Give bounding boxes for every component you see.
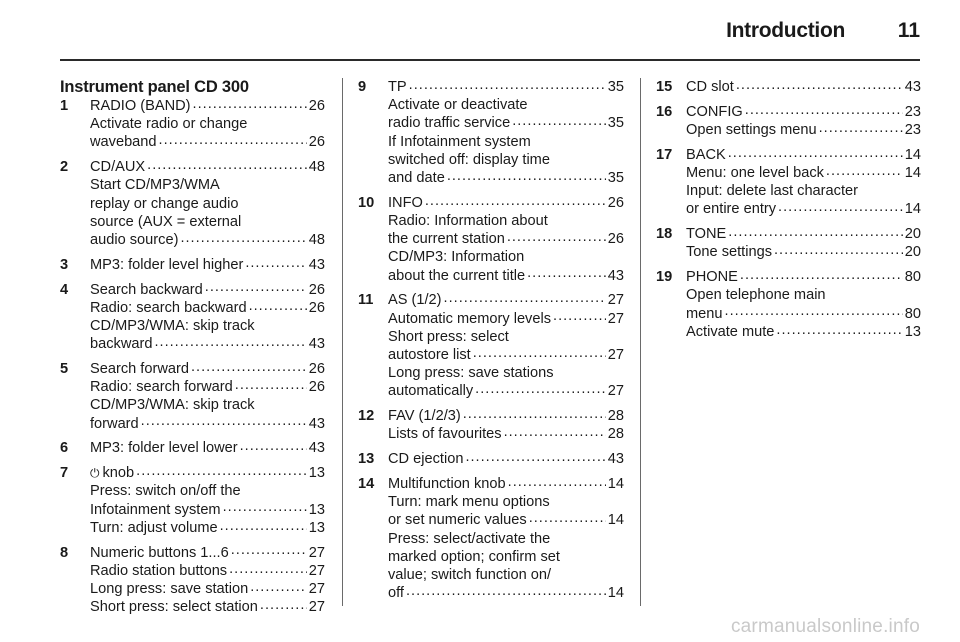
page-reference: 13: [904, 323, 921, 340]
column-divider: [640, 78, 641, 606]
leader-dots: [465, 451, 605, 463]
entry-text: Start CD/MP3/WMA: [90, 177, 220, 194]
entry-line: [90, 213, 325, 231]
entry-text: or set numeric values: [388, 512, 527, 529]
entry-text: menu: [686, 305, 723, 322]
entry-text: about the current title: [388, 267, 526, 284]
entry-text: Press: switch on/off the: [90, 483, 241, 500]
entry-text: Long press: save station: [90, 581, 249, 598]
entry-text: Radio: search forward: [90, 379, 233, 396]
entry-text: CD/MP3/WMA: skip track: [90, 397, 255, 414]
entry-text: Short press: select station: [90, 599, 258, 616]
entry-line: [388, 96, 624, 114]
index-entry: [60, 439, 325, 457]
entry-line: [388, 230, 624, 248]
leader-dots: [235, 379, 307, 391]
entry-text: or entire entry: [686, 201, 777, 218]
page-reference: 20: [904, 244, 921, 261]
entry-number: 15: [656, 79, 673, 95]
entry-line: [388, 151, 624, 169]
entry-line: [686, 225, 921, 243]
entry-line: [388, 328, 624, 346]
entry-text: Tone settings: [686, 244, 772, 261]
entry-number: 14: [358, 476, 375, 493]
entry-text: Activate mute: [686, 323, 775, 340]
leader-dots: [527, 268, 606, 280]
page-reference: 26: [308, 281, 325, 298]
column-2: [358, 78, 624, 609]
entry-line: [388, 310, 624, 328]
leader-dots: [229, 563, 307, 575]
index-entry: [656, 78, 921, 96]
entry-text: switched off: display time: [388, 151, 550, 168]
leader-dots: [141, 416, 307, 428]
entry-text: MP3: folder level higher: [90, 256, 244, 273]
entry-line: [90, 97, 325, 115]
entry-line: [90, 317, 325, 335]
page-reference: 14: [904, 146, 921, 163]
entry-text: INFO: [388, 194, 423, 211]
entry-text: BACK: [686, 146, 726, 163]
entry-text: Radio: search backward: [90, 299, 247, 316]
leader-dots: [447, 170, 606, 182]
entry-number: 13: [358, 451, 375, 468]
leader-dots: [473, 347, 606, 359]
entry-label: knob: [102, 465, 135, 482]
page-reference: 80: [904, 305, 921, 322]
page-reference: 35: [607, 115, 624, 132]
entry-line: [90, 133, 325, 151]
entry-number: 17: [656, 146, 673, 163]
page-reference: 13: [308, 501, 325, 518]
leader-dots: [776, 324, 902, 336]
page-reference: 14: [607, 512, 624, 529]
entry-line: [90, 501, 325, 519]
page-reference: 35: [607, 79, 624, 95]
page-reference: 27: [308, 562, 325, 579]
page-reference: 27: [607, 383, 624, 400]
page-reference: 26: [308, 98, 325, 114]
entry-number: 11: [358, 292, 374, 309]
page-reference: 43: [607, 451, 624, 468]
entry-line: [90, 598, 325, 616]
index-entry: [60, 360, 325, 433]
entry-number: 2: [60, 159, 69, 176]
page-reference: 48: [308, 159, 325, 176]
entry-line: [90, 580, 325, 598]
index-entry: [358, 291, 624, 400]
section-title: Instrument panel CD 300: [60, 78, 249, 96]
leader-dots: [159, 134, 307, 146]
leader-dots: [245, 257, 306, 269]
page-reference: 43: [308, 440, 325, 457]
entry-line: [388, 407, 624, 425]
entry-text: and date: [388, 170, 445, 187]
entry-text: If Infotainment system: [388, 133, 531, 150]
entry-number: 12: [358, 408, 375, 425]
page-reference: 43: [308, 336, 325, 353]
entry-number: 1: [60, 98, 69, 114]
leader-dots: [553, 311, 606, 323]
page-reference: 13: [308, 519, 325, 536]
index-entry: [656, 225, 921, 261]
entry-line: [686, 200, 921, 218]
entry-line: [686, 146, 921, 164]
index-entry: [60, 281, 325, 354]
entry-line: [388, 114, 624, 132]
page-reference: 28: [607, 426, 624, 443]
entry-text: [90, 464, 134, 482]
entry-line: [90, 176, 325, 194]
entry-text: RADIO (BAND): [90, 98, 191, 114]
index-entry: [60, 544, 325, 617]
leader-dots: [725, 306, 903, 318]
page-reference: 26: [308, 361, 325, 378]
entry-text: Activate or deactivate: [388, 97, 528, 114]
leader-dots: [223, 502, 307, 514]
entry-line: [90, 256, 325, 274]
entry-text: Infotainment system: [90, 501, 221, 518]
entry-line: [686, 286, 921, 304]
entry-text: Lists of favourites: [388, 426, 502, 443]
entry-text: Turn: mark menu options: [388, 494, 550, 511]
leader-dots: [220, 520, 307, 532]
entry-number: 16: [656, 103, 673, 120]
index-entry: [60, 158, 325, 249]
entry-text: TP: [388, 79, 407, 95]
entry-line: [388, 133, 624, 151]
entry-text: Search backward: [90, 281, 203, 298]
entry-text: Activate radio or change: [90, 116, 248, 133]
leader-dots: [249, 300, 307, 312]
entry-line: [90, 281, 325, 299]
column-3: [656, 78, 921, 348]
index-entry: [358, 78, 624, 187]
page-reference: 26: [308, 379, 325, 396]
entry-text: the current station: [388, 231, 505, 248]
entry-line: [90, 378, 325, 396]
page-reference: 43: [308, 256, 325, 273]
entry-line: [90, 360, 325, 378]
entry-text: Automatic memory levels: [388, 310, 552, 327]
leader-dots: [147, 159, 307, 171]
page-reference: 13: [308, 465, 325, 482]
index-entry: [358, 407, 624, 443]
leader-dots: [728, 226, 902, 238]
entry-text: CONFIG: [686, 103, 743, 120]
entry-text: CD/MP3: Information: [388, 249, 525, 266]
page-reference: 28: [607, 408, 624, 425]
page-reference: 14: [607, 585, 624, 602]
entry-line: [686, 164, 921, 182]
page-reference: 27: [607, 310, 624, 327]
page-reference: 14: [904, 201, 921, 218]
entry-text: Short press: select: [388, 328, 509, 345]
watermark[interactable]: carmanualsonline.info: [730, 616, 920, 637]
entry-line: [90, 562, 325, 580]
entry-text: Turn: adjust volume: [90, 519, 218, 536]
entry-line: [388, 212, 624, 230]
entry-text: off: [388, 585, 404, 602]
leader-dots: [136, 465, 307, 477]
entry-line: [388, 548, 624, 566]
leader-dots: [406, 585, 606, 597]
leader-dots: [463, 408, 606, 420]
leader-dots: [444, 292, 606, 304]
entry-text: Search forward: [90, 361, 189, 378]
entry-line: [388, 346, 624, 364]
entry-text: source (AUX = external: [90, 213, 242, 230]
entry-line: [686, 243, 921, 261]
entry-line: [686, 323, 921, 341]
entry-line: [686, 268, 921, 286]
entry-line: [90, 482, 325, 500]
entry-text: MP3: folder level lower: [90, 440, 238, 457]
entry-text: Multifunction knob: [388, 476, 506, 493]
page-reference: 27: [607, 292, 624, 309]
leader-dots: [740, 269, 903, 281]
leader-dots: [826, 165, 903, 177]
column-divider: [342, 78, 343, 606]
page-reference: 26: [607, 194, 624, 211]
page-reference: 48: [308, 232, 325, 249]
page-reference: 43: [607, 267, 624, 284]
entry-number: 3: [60, 256, 69, 273]
leader-dots: [507, 231, 606, 243]
index-entry: [60, 97, 325, 152]
entry-text: value; switch function on/: [388, 567, 552, 584]
page-reference: 27: [308, 544, 325, 561]
page-reference: 35: [607, 170, 624, 187]
entry-line: [90, 544, 325, 562]
index-entry: [656, 146, 921, 219]
entry-number: 4: [60, 281, 69, 298]
entry-line: [90, 195, 325, 213]
leader-dots: [231, 545, 307, 557]
entry-line: [90, 115, 325, 133]
entry-line: [90, 439, 325, 457]
entry-number: 10: [358, 194, 375, 211]
index-entry: [358, 450, 624, 468]
entry-text: CD slot: [686, 79, 734, 95]
entry-line: [388, 364, 624, 382]
leader-dots: [425, 195, 606, 207]
entry-text: AS (1/2): [388, 292, 442, 309]
index-entry: [60, 464, 325, 537]
leader-dots: [205, 282, 307, 294]
entry-number: 18: [656, 226, 673, 243]
entry-line: [388, 248, 624, 266]
page-reference: 27: [607, 347, 624, 364]
leader-dots: [154, 336, 306, 348]
entry-text: autostore list: [388, 347, 471, 364]
index-entry: [358, 475, 624, 602]
index-entry: [656, 268, 921, 341]
entry-number: 7: [60, 465, 69, 482]
index-entry: [656, 103, 921, 139]
page-title: Introduction: [726, 19, 845, 42]
leader-dots: [819, 122, 903, 134]
index-entry: [358, 194, 624, 285]
leader-dots: [250, 581, 307, 593]
entry-line: [388, 493, 624, 511]
leader-dots: [736, 79, 903, 91]
page-reference: 23: [904, 103, 921, 120]
entry-line: [388, 566, 624, 584]
entry-line: [686, 121, 921, 139]
leader-dots: [745, 104, 903, 116]
entry-text: CD ejection: [388, 451, 464, 468]
leader-dots: [774, 244, 903, 256]
entry-text: radio traffic service: [388, 115, 511, 132]
leader-dots: [193, 98, 307, 110]
page-number: 11: [897, 19, 920, 42]
leader-dots: [529, 512, 606, 524]
leader-dots: [778, 201, 903, 213]
entry-line: [686, 182, 921, 200]
entry-line: [90, 158, 325, 176]
power-icon: ⏻: [90, 466, 100, 481]
entry-text: Open settings menu: [686, 122, 817, 138]
page-reference: 26: [607, 231, 624, 248]
entry-line: [90, 335, 325, 353]
page-reference: 43: [904, 79, 921, 95]
page-header: [0, 0, 960, 58]
entry-line: [686, 305, 921, 323]
entry-text: Radio: Information about: [388, 213, 548, 230]
entry-text: replay or change audio: [90, 195, 239, 212]
entry-line: [388, 584, 624, 602]
entry-line: [90, 231, 325, 249]
column-1: [60, 78, 325, 623]
leader-dots: [508, 476, 606, 488]
entry-text: marked option; confirm set: [388, 548, 560, 565]
entry-text: Menu: one level back: [686, 165, 824, 181]
entry-line: [90, 519, 325, 537]
entry-text: Numeric buttons 1...6: [90, 544, 229, 561]
entry-line: [388, 450, 624, 468]
leader-dots: [260, 599, 307, 611]
page-reference: 43: [308, 415, 325, 432]
entry-line: [388, 78, 624, 96]
entry-number: 9: [358, 79, 367, 95]
entry-text: automatically: [388, 383, 474, 400]
entry-number: 19: [656, 269, 673, 286]
header-divider: [60, 59, 920, 61]
entry-line: [388, 382, 624, 400]
entry-text: audio source): [90, 232, 179, 249]
entry-text: backward: [90, 336, 153, 353]
page-reference: 26: [308, 134, 325, 151]
page-reference: 14: [904, 165, 921, 181]
entry-line: [90, 464, 325, 482]
entry-line: [686, 78, 921, 96]
entry-text: PHONE: [686, 269, 738, 286]
entry-line: [90, 415, 325, 433]
entry-line: [388, 169, 624, 187]
entry-text: TONE: [686, 226, 727, 243]
leader-dots: [512, 115, 606, 127]
entry-line: [686, 103, 921, 121]
entry-line: [388, 425, 624, 443]
entry-text: FAV (1/2/3): [388, 408, 461, 425]
entry-line: [388, 267, 624, 285]
entry-line: [388, 475, 624, 493]
entry-number: 8: [60, 544, 69, 561]
entry-line: [388, 194, 624, 212]
entry-text: Long press: save stations: [388, 365, 554, 382]
leader-dots: [240, 440, 307, 452]
entry-text: Press: select/activate the: [388, 530, 551, 547]
entry-number: 6: [60, 440, 69, 457]
leader-dots: [728, 147, 903, 159]
entry-text: waveband: [90, 134, 157, 151]
page-reference: 27: [308, 599, 325, 616]
page-reference: 14: [607, 476, 624, 493]
leader-dots: [504, 426, 606, 438]
page-reference: 20: [904, 226, 921, 243]
index-entry: [60, 256, 325, 274]
entry-text: CD/MP3/WMA: skip track: [90, 318, 255, 335]
page-reference: 80: [904, 269, 921, 286]
page-reference: 23: [904, 122, 921, 138]
entry-number: 5: [60, 361, 69, 378]
entry-text: Open telephone main: [686, 287, 826, 304]
leader-dots: [409, 79, 606, 91]
entry-line: [388, 530, 624, 548]
entry-line: [90, 299, 325, 317]
entry-text: Radio station buttons: [90, 562, 228, 579]
leader-dots: [191, 361, 307, 373]
page-reference: 27: [308, 581, 325, 598]
entry-line: [388, 511, 624, 529]
entry-text: CD/AUX: [90, 159, 146, 176]
entry-line: [90, 396, 325, 414]
entry-text: forward: [90, 415, 139, 432]
leader-dots: [475, 383, 606, 395]
entry-text: Input: delete last character: [686, 183, 858, 200]
page-reference: 26: [308, 299, 325, 316]
entry-line: [388, 291, 624, 309]
leader-dots: [180, 232, 306, 244]
